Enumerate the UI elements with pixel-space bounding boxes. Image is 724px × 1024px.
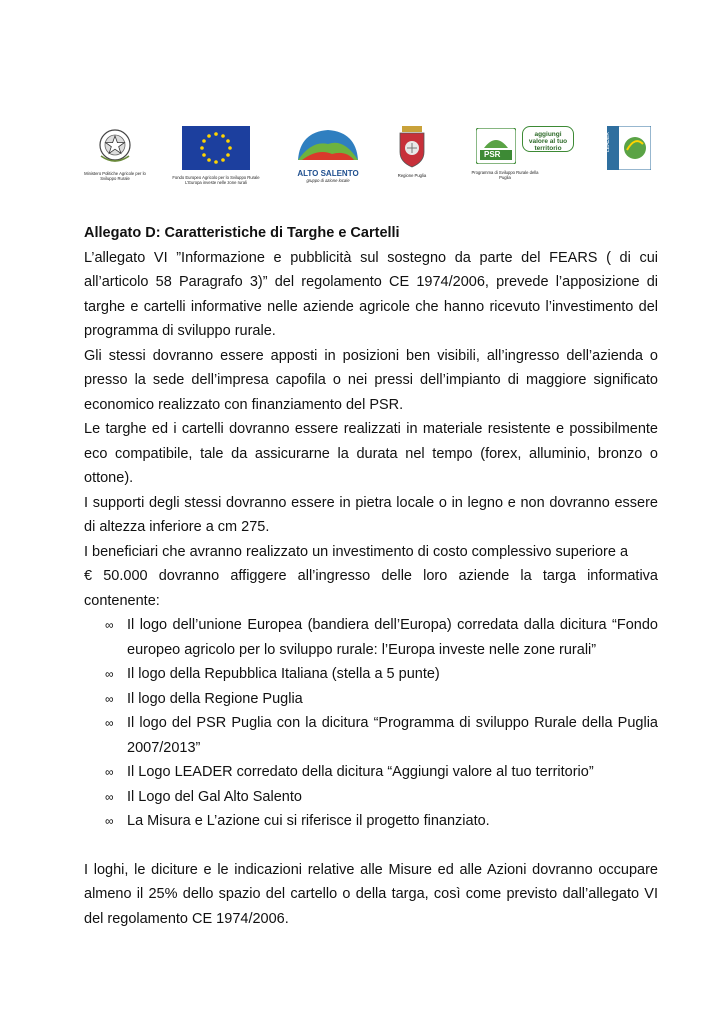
alto-salento-subtitle: gruppo di azione locale <box>306 178 350 183</box>
infinity-bullet-icon: ∞ <box>105 765 114 779</box>
list-item-text: Il logo del PSR Puglia con la dicitura “Programma di sviluppo Rurale della Puglia 2007/2013” <box>127 715 658 756</box>
leader-icon <box>607 126 651 170</box>
psr-caption: Programma di Sviluppo Rurale della Puglia <box>471 170 539 180</box>
paragraph-supporti: I supporti degli stessi dovranno essere in pietra locale o in legno e non dovranno essere di altezza inferiore a cm 275. <box>84 494 658 535</box>
alto-salento-logo <box>290 126 366 183</box>
list-item <box>84 662 658 687</box>
eu-flag-icon <box>182 126 250 170</box>
infinity-bullet-icon: ∞ <box>105 618 114 632</box>
list-item <box>84 687 658 712</box>
paragraph-allegato: L’allegato VI ”Informazione e pubblicità sul sostegno da parte del FEARS ( di cui all’articolo 58 Paragrafo 3)” del regolamento CE 1974/2006, prevede l’apposizione di targhe e cartelli informative nelle aziende agricole che hanno ricevuto l’investimento del programma di sviluppo rurale. <box>84 249 658 339</box>
logo-strip <box>84 126 654 188</box>
list-item-text: Il logo dell’unione Europea (bandiera dell’Europa) corredata dalla dicitura “Fondo europeo agricolo per lo sviluppo rurale: l’Europa investe nelle zone rurali” <box>127 617 658 658</box>
infinity-bullet-icon: ∞ <box>105 814 114 828</box>
italian-emblem-icon <box>97 126 133 166</box>
list-item <box>84 809 658 834</box>
alto-salento-title: ALTO SALENTO <box>297 169 359 178</box>
list-item <box>84 760 658 785</box>
paragraph-beneficiari-1: I beneficiari che avranno realizzato un investimento di costo complessivo superiore a <box>84 543 629 560</box>
list-item-text: La Misura e L’azione cui si riferisce il progetto finanziato. <box>127 813 490 829</box>
infinity-bullet-icon: ∞ <box>105 667 114 681</box>
list-item <box>84 711 658 760</box>
list-item-text: Il logo della Regione Puglia <box>127 690 303 707</box>
document-title: Allegato D: Caratteristiche di Targhe e Cartelli <box>84 225 400 241</box>
infinity-bullet-icon: ∞ <box>105 716 114 730</box>
puglia-caption: Regione Puglia <box>397 173 427 178</box>
psr-text: PSR <box>484 150 501 159</box>
ministero-caption: Ministero Politiche Agricole per lo Sviluppo Rurale <box>84 171 146 181</box>
paragraph-beneficiari-2: € 50.000 dovranno affiggere all’ingresso delle loro aziende la targa informativa contenente: <box>84 568 658 609</box>
eu-feasr-logo <box>168 126 264 185</box>
infinity-bullet-icon: ∞ <box>105 691 114 706</box>
leader-text: LEADER <box>605 132 611 153</box>
psr-speech-bubble: aggiungi valore al tuo territorio <box>522 126 574 152</box>
regione-puglia-logo <box>390 126 434 178</box>
paragraph-materiali: Le targhe ed i cartelli dovranno essere realizzati in materiale resistente e possibilmente eco compatibile, tale da assicurarne la durata nel tempo (forex, alluminio, bronzo o ottone). <box>84 421 658 486</box>
ministero-logo <box>84 126 146 181</box>
list-item-text: Il Logo del Gal Alto Salento <box>127 788 302 805</box>
feasr-caption: Fondo Europeo Agricolo per lo Sviluppo Rurale L'Europa investe nelle zone rurali <box>172 175 260 185</box>
paragraph-loghi: I loghi, le diciture e le indicazioni relative alle Misure ed alle Azioni dovranno occupare almeno il 25% dello spazio del cartello o della targa, così come previsto dall’allegato VI del regolamento CE 1974/2006. <box>84 861 658 927</box>
list-item <box>84 785 658 810</box>
list-item-text: Il logo della Repubblica Italiana (stella a 5 punte) <box>127 666 440 682</box>
puglia-shield-icon <box>397 126 427 168</box>
psr-logo <box>462 126 580 180</box>
infinity-bullet-icon: ∞ <box>105 789 114 804</box>
list-item <box>84 613 658 662</box>
paragraph-posizione: Gli stessi dovranno essere apposti in posizioni ben visibili, all’ingresso dell’azienda o presso la sede dell’impresa capofila o nei pressi dell’impianto di maggiore significato economico realizzato con finanziamento del PSR. <box>84 347 658 413</box>
alto-salento-icon <box>292 126 364 164</box>
leader-logo <box>604 126 654 175</box>
document-body <box>84 221 658 931</box>
list-item-text: Il Logo LEADER corredato della dicitura “Aggiungi valore al tuo territorio” <box>127 764 594 780</box>
requirements-list <box>84 613 658 834</box>
spacer <box>84 834 658 858</box>
